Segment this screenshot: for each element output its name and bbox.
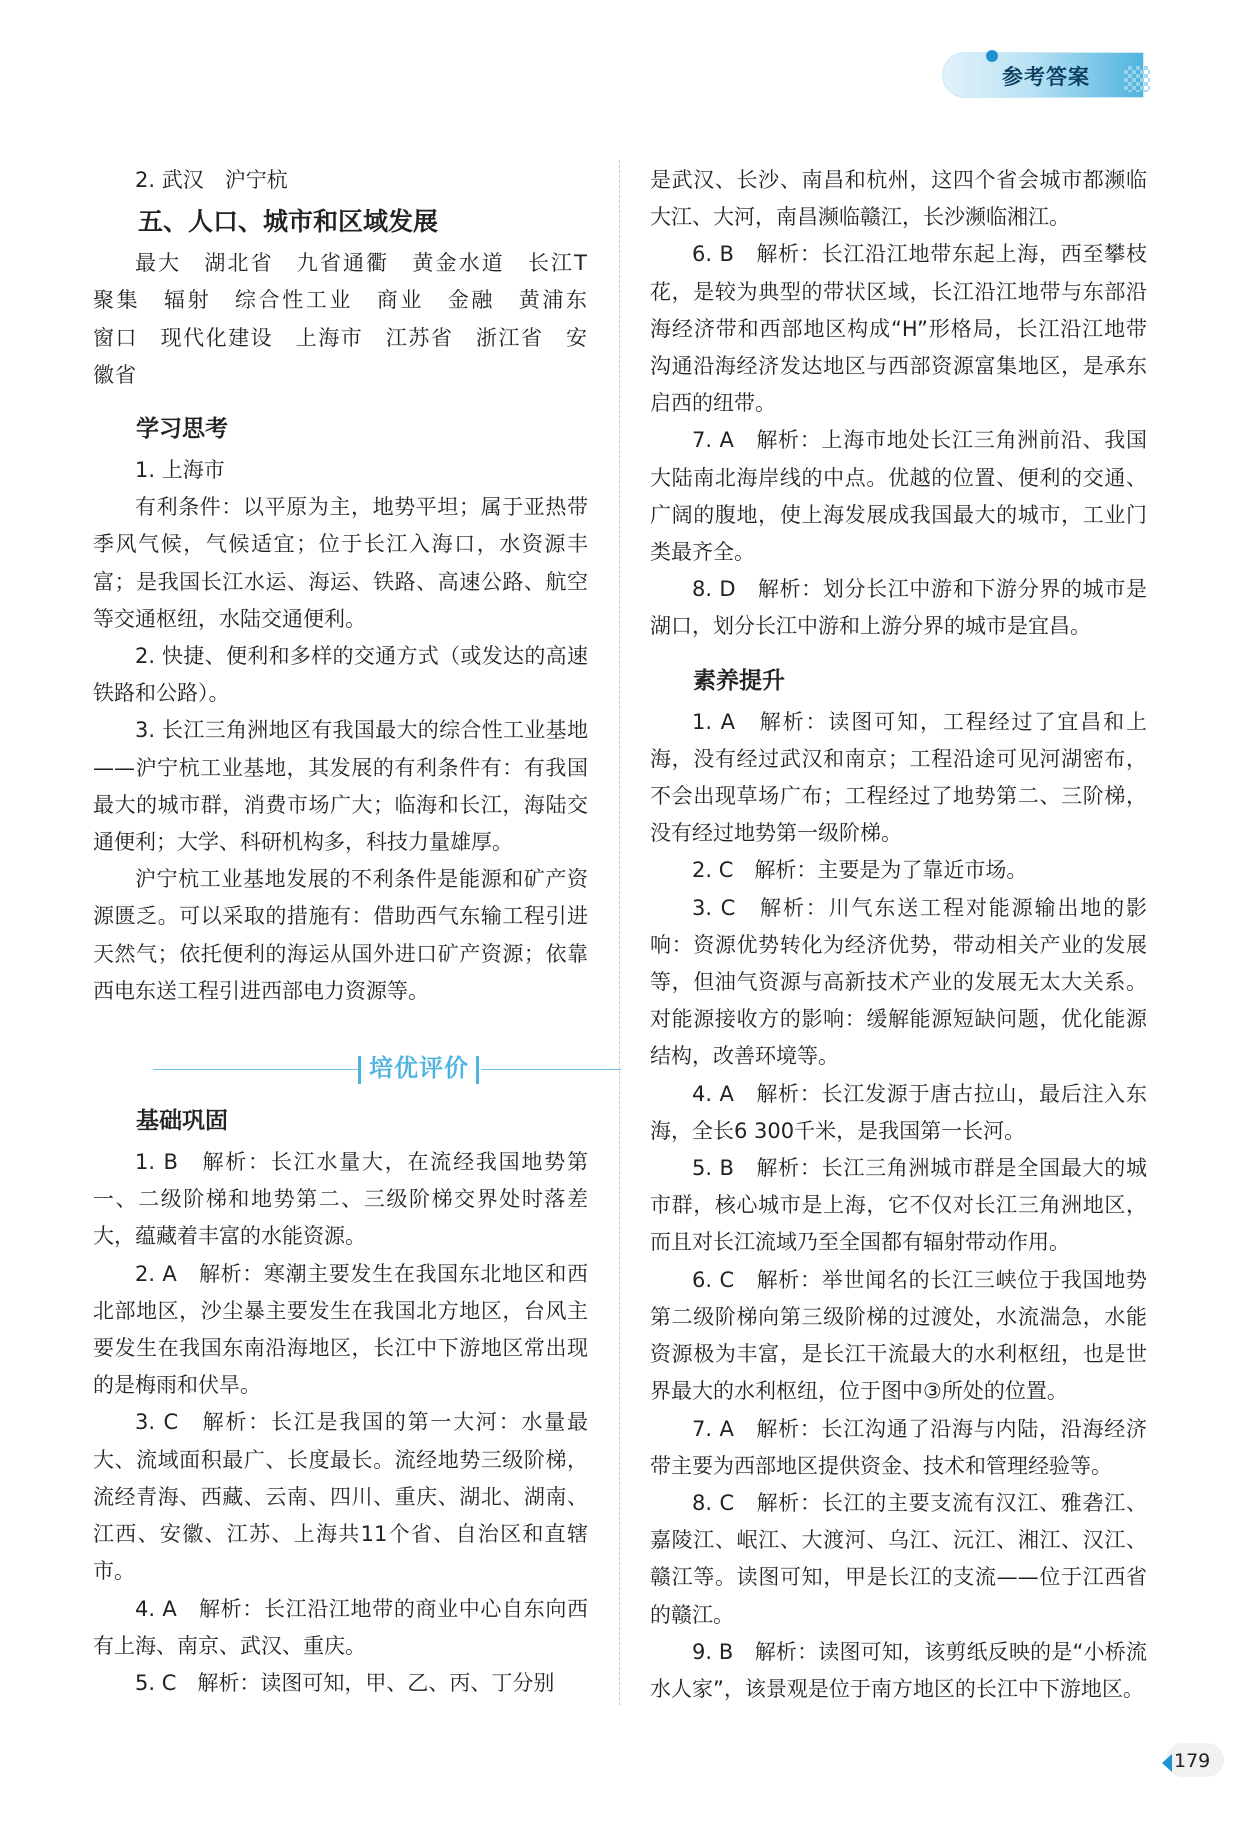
answer-item: 2. 快捷、便利和多样的交通方式（或发达的高速铁路和公路）。 (93, 644, 588, 706)
answer-item: 4. A 解析：长江发源于唐古拉山，最后注入东海，全长6 300千米，是我国第一长河。 (650, 1081, 1147, 1143)
answer-item: 3. C 解析：川气东送工程对能源输出地的影响：资源优势转化为经济优势，带动相关产业的发展等，但油气资源与高新技术产业的发展无太大关系。对能源接收方的影响：缓解能源短缺问题，优化能源结构，改善环境等。 (650, 895, 1147, 1069)
header-dot-icon (986, 50, 998, 62)
column-divider (619, 160, 620, 1705)
answer-item: 8. D 解析：划分长江中游和下游分界的城市是湖口，划分长江中游和上游分界的城市是宜昌。 (650, 577, 1147, 639)
answer-item: 3. C 解析：长江是我国的第一大河：水量最大、流域面积最广、长度最长。流经地势三级阶梯，流经青海、西藏、云南、四川、重庆、湖北、湖南、江西、安徽、江苏、上海共11个省、自治区和直辖市。 (93, 1410, 588, 1584)
answer-item: 2. C 解析：主要是为了靠近市场。 (692, 858, 1028, 883)
section-title: 五、人口、城市和区域发展 (138, 207, 439, 237)
answer-item: 1. B 解析：长江水量大，在流经我国地势第一、二级阶梯和地势第二、三级阶梯交界处时落差大，蕴藏着丰富的水能资源。 (93, 1150, 588, 1249)
answer-item: 9. B 解析：读图可知，该剪纸反映的是“小桥流水人家”，该景观是位于南方地区的长江中下游地区。 (650, 1639, 1147, 1701)
answer-continuation: 是武汉、长沙、南昌和杭州，这四个省会城市都濒临大江、大河，南昌濒临赣江，长沙濒临湘江。 (650, 168, 1147, 230)
answer-detail: 沪宁杭工业基地发展的不利条件是能源和矿产资源匮乏。可以采取的措施有：借助西气东输工程引进天然气；依托便利的海运从国外进口矿产资源；依靠西电东送工程引进西部电力资源等。 (93, 867, 588, 1003)
left-column (93, 162, 610, 1702)
answer-item: 1. A 解析：读图可知，工程经过了宜昌和上海，没有经过武汉和南京；工程沿途可见河湖密布，不会出现草场广布；工程经过了地势第二、三阶梯，没有经过地势第一级阶梯。 (650, 709, 1147, 846)
answer-item: 2. A 解析：寒潮主要发生在我国东北地区和西北部地区，沙尘暴主要发生在我国北方地区，台风主要发生在我国东南沿海地区，长江中下游地区常出现的是梅雨和伏旱。 (93, 1261, 588, 1398)
answer-item: 6. B 解析：长江沿江地带东起上海，西至攀枝花，是较为典型的带状区域，长江沿江地带与东部沿海经济带和西部地区构成“H”形格局，长江沿江地带沟通沿海经济发达地区与西部资源富集地区，是承东启西的纽带。 (650, 242, 1147, 416)
header-tab-label: 参考答案 (1002, 65, 1090, 89)
answer-item: 8. C 解析：长江的主要支流有汉江、雅砻江、嘉陵江、岷江、大渡河、乌江、沅江、湘江、汉江、赣江等。读图可知，甲是长江的支流——位于江西省的赣江。 (650, 1490, 1147, 1627)
answer-item: 7. A 解析：长江沟通了沿海与内陆，沿海经济带主要为西部地区提供资金、技术和管理经验等。 (650, 1416, 1147, 1478)
improve-heading: 素养提升 (693, 667, 785, 694)
checker-pattern-icon (1124, 66, 1150, 92)
answer-item: 3. 长江三角洲地区有我国最大的综合性工业基地——沪宁杭工业基地，其发展的有利条件有：有我国最大的城市群，消费市场广大；临海和长江，海陆交通便利；大学、科研机构多，科技力量雄厚。 (93, 718, 588, 855)
answer-header-tab (942, 52, 1144, 98)
answer-item: 7. A 解析：上海市地处长江三角洲前沿、我国大陆南北海岸线的中点。优越的位置、便利的交通、广阔的腹地，使上海发展成我国最大的城市，工业门类最齐全。 (650, 428, 1147, 565)
page-arrow-icon (1162, 1754, 1172, 1772)
answer-item: 5. C 解析：读图可知，甲、乙、丙、丁分别 (135, 1670, 555, 1695)
band-title: 培优评价 (369, 1054, 469, 1083)
keyword-answers: 最大 湖北省 九省通衢 黄金水道 长江T 聚集 辐射 综合性工业 商业 金融 黄浦东 窗口 现代化建设 上海市 江苏省 浙江省 安徽省 (93, 251, 610, 387)
answer-item: 2. 武汉 沪宁杭 (135, 168, 288, 192)
answer-item: 6. C 解析：举世闻名的长江三峡位于我国地势第二级阶梯向第三级阶梯的过渡处，水流湍急，水能资源极为丰富，是长江干流最大的水利枢纽，也是世界最大的水利枢纽，位于图中③所处的位置。 (650, 1267, 1147, 1404)
study-heading: 学习思考 (136, 416, 228, 443)
answer-item: 4. A 解析：长江沿江地带的商业中心自东向西有上海、南京、武汉、重庆。 (93, 1596, 588, 1658)
page-number: 179 (1174, 1750, 1211, 1772)
right-column (650, 162, 1147, 1708)
section-band (93, 1044, 588, 1096)
answer-item: 5. B 解析：长江三角洲城市群是全国最大的城市群，核心城市是上海，它不仅对长江三角洲地区，而且对长江流域乃至全国都有辐射带动作用。 (650, 1156, 1147, 1255)
answer-detail: 有利条件：以平原为主，地势平坦；属于亚热带季风气候，气候适宜；位于长江入海口，水资源丰富；是我国长江水运、海运、铁路、高速公路、航空等交通枢纽，水陆交通便利。 (93, 495, 588, 631)
answer-item: 1. 上海市 (135, 458, 225, 483)
basic-heading: 基础巩固 (136, 1108, 228, 1135)
